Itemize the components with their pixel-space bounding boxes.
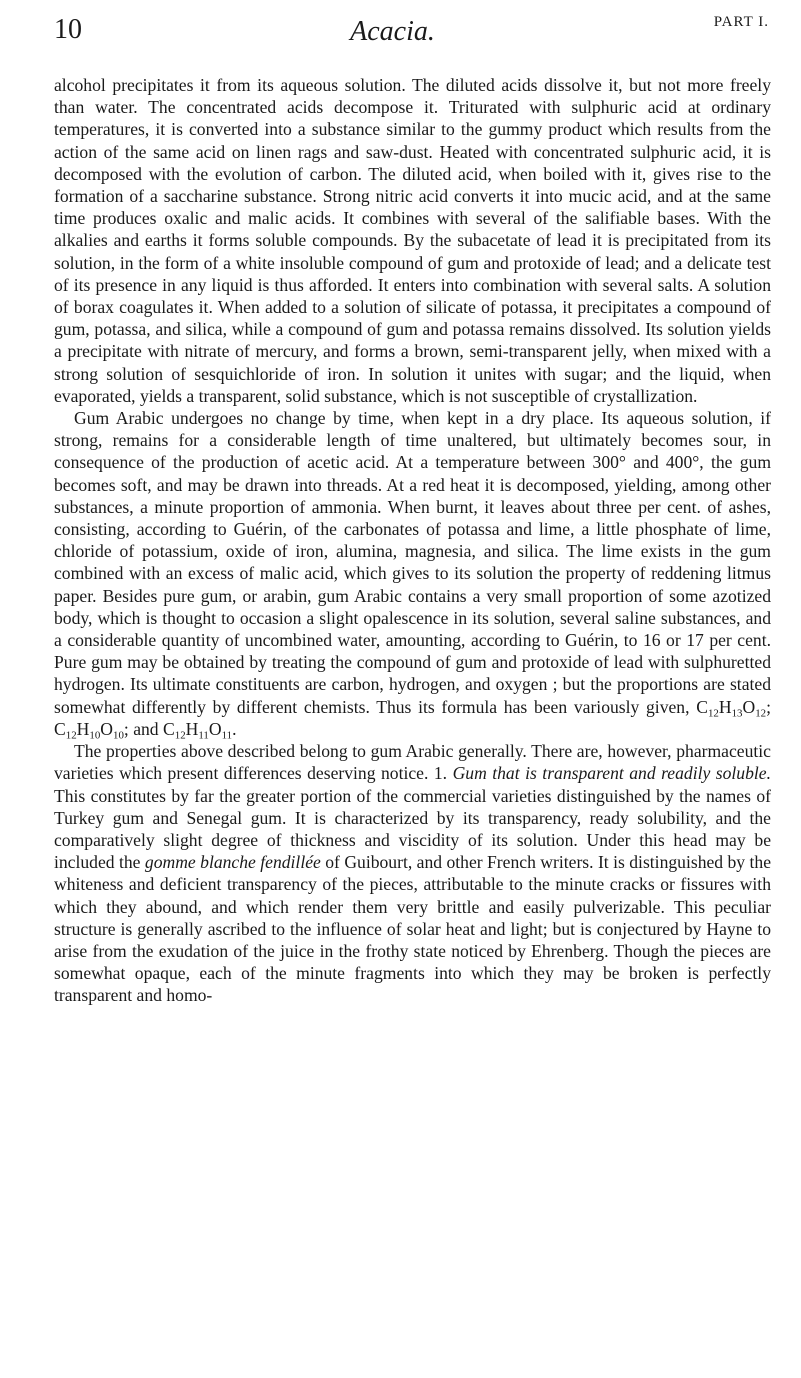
paragraph-varieties bbox=[54, 740, 771, 1006]
page-header bbox=[54, 14, 771, 74]
formula-1: $C_{12}H_{13}O_{12}$ bbox=[696, 696, 767, 719]
page-number: 10 bbox=[54, 14, 82, 45]
paragraph-continued: alcohol precipitates it from its aqueous solution. The diluted acids dissolve it, but not more freely than water. The concentrated acids decompose it. Triturated with sulphuric acid at ordinary temperatures, it is converted into a substance similar to the gummy product which results from the action of the same acid on linen rags and saw-dust. Heated with concentrated sulphuric acid, it is decomposed with the evolution of carbon. The diluted acid, when boiled with it, gives rise to the formation of a saccharine substance. Strong nitric acid converts it into mucic acid, and at the same time produces oxalic and malic acids. It combines with several of the salifiable bases. With the alkalies and earths it forms soluble compounds. By the subacetate of lead it is precipitated from its solution, in the form of a white insoluble compound of gum and protoxide of lead; and a delicate test of its presence in any liquid is thus afforded. It enters into combination with several salts. A solution of borax coagulates it. When added to a solution of silicate of potassa, it precipitates a compound of gum, potassa, and silica, while a compound of gum and potassa remains dissolved. Its solution yields a precipitate with nitrate of mercury, and forms a brown, semi-transparent jelly, when mixed with a strong solution of sesquichloride of iron. In solution it unites with sugar; and the liquid, when evaporated, yields a transparent, solid substance, which is not susceptible of crystallization. bbox=[54, 75, 771, 406]
french-term: gomme blanche fendillée bbox=[144, 852, 321, 873]
running-title: Acacia. bbox=[350, 16, 435, 47]
formula-2: $C_{12}H_{10}O_{10}$ bbox=[54, 718, 124, 742]
paragraph-text: Gum Arabic undergoes no change by time, when kept in a dry place. Its aqueous solution, if strong, remains for a considerable length of time unaltered, but ultimately becomes sour, in consequence of the production of acetic acid. At a temperature between 300° and 400°, the gum becomes soft, and may be drawn into threads. At a red heat it is decomposed, yielding, among other substances, a minute proportion of ammonia. When burnt, it leaves about three per cent. of ashes, consisting, according to Guérin, of the carbonates of potassa and lime, a little phosphate of lime, chloride of potassium, oxide of iron, alumina, magnesia, and silica. The lime exists in the gum combined with an excess of malic acid, which gives to its solution the property of reddening litmus paper. Besides pure gum, or arabin, gum Arabic contains a very small proportion of some azotized body, which is thought to occasion a slight opalescence in its solution, several saline substances, and a considerable quantity of uncombined water, amounting, according to Guérin, to 16 or 17 per cent. Pure gum may be obtained by treating the compound of gum and protoxide of lead with sulphuretted hydrogen. Its ultimate constituents are carbon, hydrogen, and oxygen ; but the proportions are stated somewhat differently by different chemists. Thus its formula has been variously given, bbox=[54, 408, 771, 717]
formula-3: $C_{12}H_{11}O_{11}$ bbox=[163, 718, 233, 742]
body-text bbox=[54, 74, 771, 1007]
paragraph-text-c: of Guibourt, and other French writers. It is distinguished by the whiteness and deficient transparency of the pieces, attributable to the minute cracks or fissures with which they abound, and which render them very brittle and easily pulverizable. This peculiar structure is generally ascribed to the influence of solar heat and light; but is conjectured by Hayne to arise from the exudation of the juice in the frothy state noticed by Ehrenberg. Though the pieces are somewhat opaque, each of the minute fragments into which they may be broken is perfectly transparent and homo- bbox=[54, 852, 771, 1006]
variety-heading: Gum that is transparent and readily soluble. bbox=[452, 763, 771, 784]
paragraph-text-a: The properties above described belong to gum Arabic generally. There are, however, pharmaceutic varieties which present differences deserving notice. 1. bbox=[54, 741, 771, 784]
part-label: PART I. bbox=[713, 14, 769, 30]
paragraph-gum-arabic-change: Gum Arabic undergoes no change by time, when kept in a dry place. Its aqueous solution, if strong, remains for a considerable length of time unaltered, but ultimately becomes sour, in consequence of the production of acetic acid. At a temperature between 300° and 400°, the gum becomes soft, and may be drawn into threads. At a red heat it is decomposed, yielding, among other substances, a minute proportion of ammonia. When burnt, it leaves about three per cent. of ashes, consisting, according to Guérin, of the carbonates of potassa and lime, a little phosphate of lime, chloride of potassium, oxide of iron, alumina, magnesia, and silica. The lime exists in the gum combined with an excess of malic acid, which gives to its solution the property of reddening litmus paper. Besides pure gum, or arabin, gum Arabic contains a very small proportion of some azotized body, which is thought to occasion a slight opalescence in its solution, several saline substances, and a considerable quantity of uncombined water, amounting, according to Guérin, to 16 or 17 per cent. Pure gum may be obtained by treating the compound of gum and protoxide of lead with sulphuretted hydrogen. Its ultimate constituents are carbon, hydrogen, and oxygen ; but the proportions are stated somewhat differently by different chemists. Thus its formula has been variously given, $C_{12}H_{13}O_{12}$; $C_{12}H_{10}O_{10}$; and $C_{12}H_{11}O_{11}$. bbox=[54, 408, 771, 742]
paragraph-text-b: This constitutes by far the greater portion of the commercial varieties distinguished by the names of Turkey gum and Senegal gum. It is characterized by its transparency, ready solubility, and the comparatively slight degree of thickness and viscidity of its solution. Under this head may be included the bbox=[54, 785, 771, 873]
